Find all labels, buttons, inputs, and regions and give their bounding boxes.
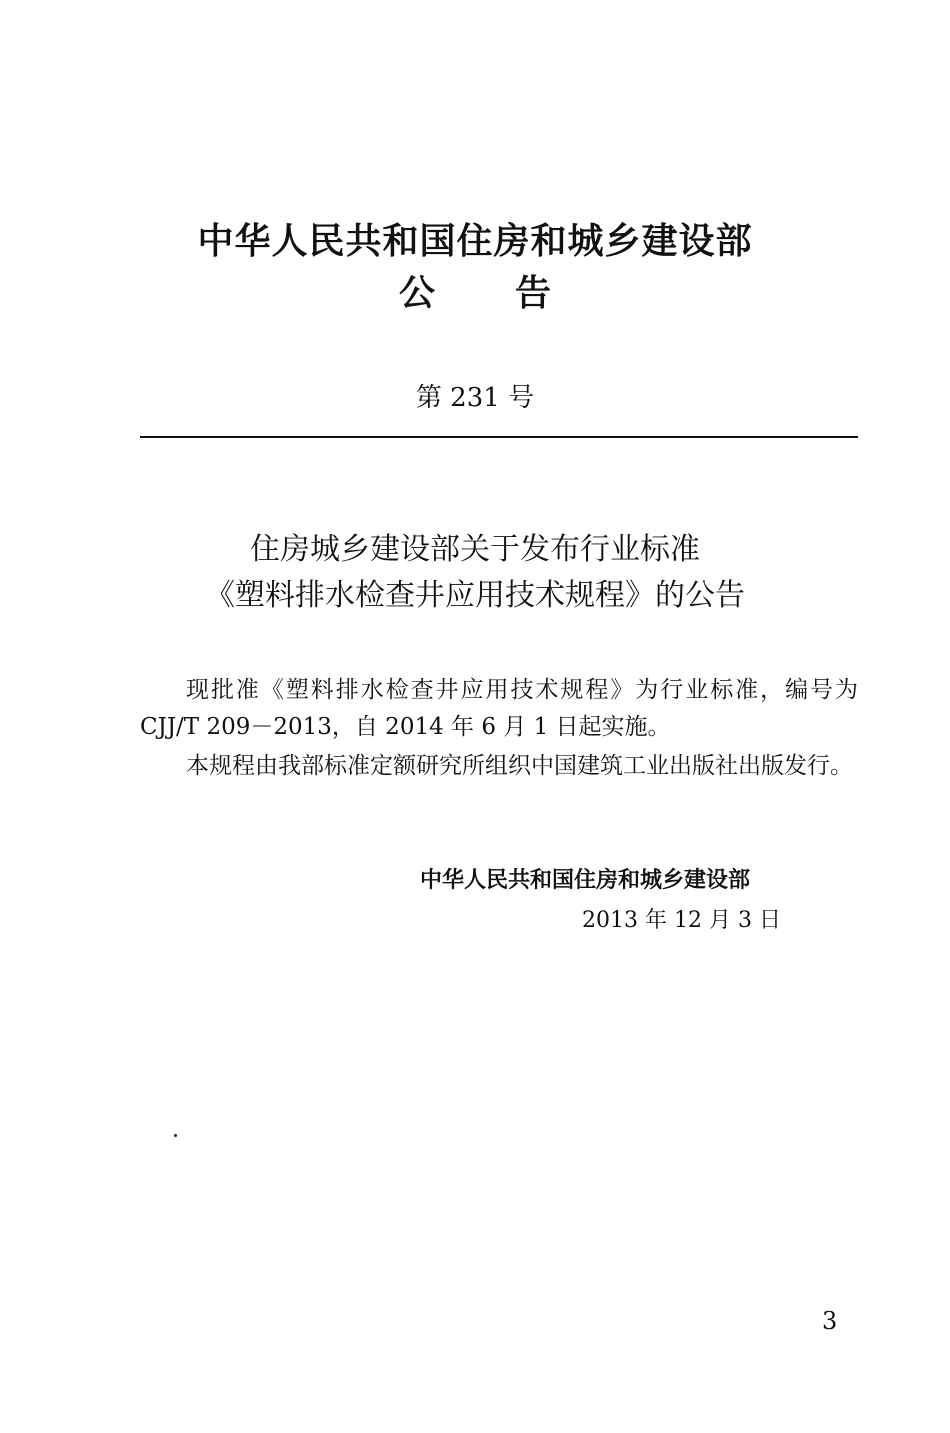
ministry-title: 中华人民共和国住房和城乡建设部 [197, 221, 753, 262]
signature-date: 2013 年 12 月 3 日 [582, 908, 781, 933]
signature-organization: 中华人民共和国住房和城乡建设部 [420, 868, 751, 893]
body-paragraph-approval: 现批准《塑料排水检查井应用技术规程》为行业标准，编号为 CJJ/T 209－2013，自 2014 年 6 月 1 日起实施。 [140, 677, 858, 740]
header-divider [140, 436, 858, 438]
announcement-heading: 公告 [398, 273, 631, 314]
body-paragraph-publication: 本规程由我部标准定额研究所组织中国建筑工业出版社出版发行。 [186, 753, 853, 779]
stray-mark [174, 1134, 177, 1137]
notice-title-line-1: 住房城乡建设部关于发布行业标准 [250, 532, 700, 567]
notice-title-line-2: 《塑料排水检查井应用技术规程》的公告 [205, 578, 745, 613]
issue-number: 第 231 号 [415, 383, 535, 413]
page-number: 3 [822, 1307, 838, 1335]
